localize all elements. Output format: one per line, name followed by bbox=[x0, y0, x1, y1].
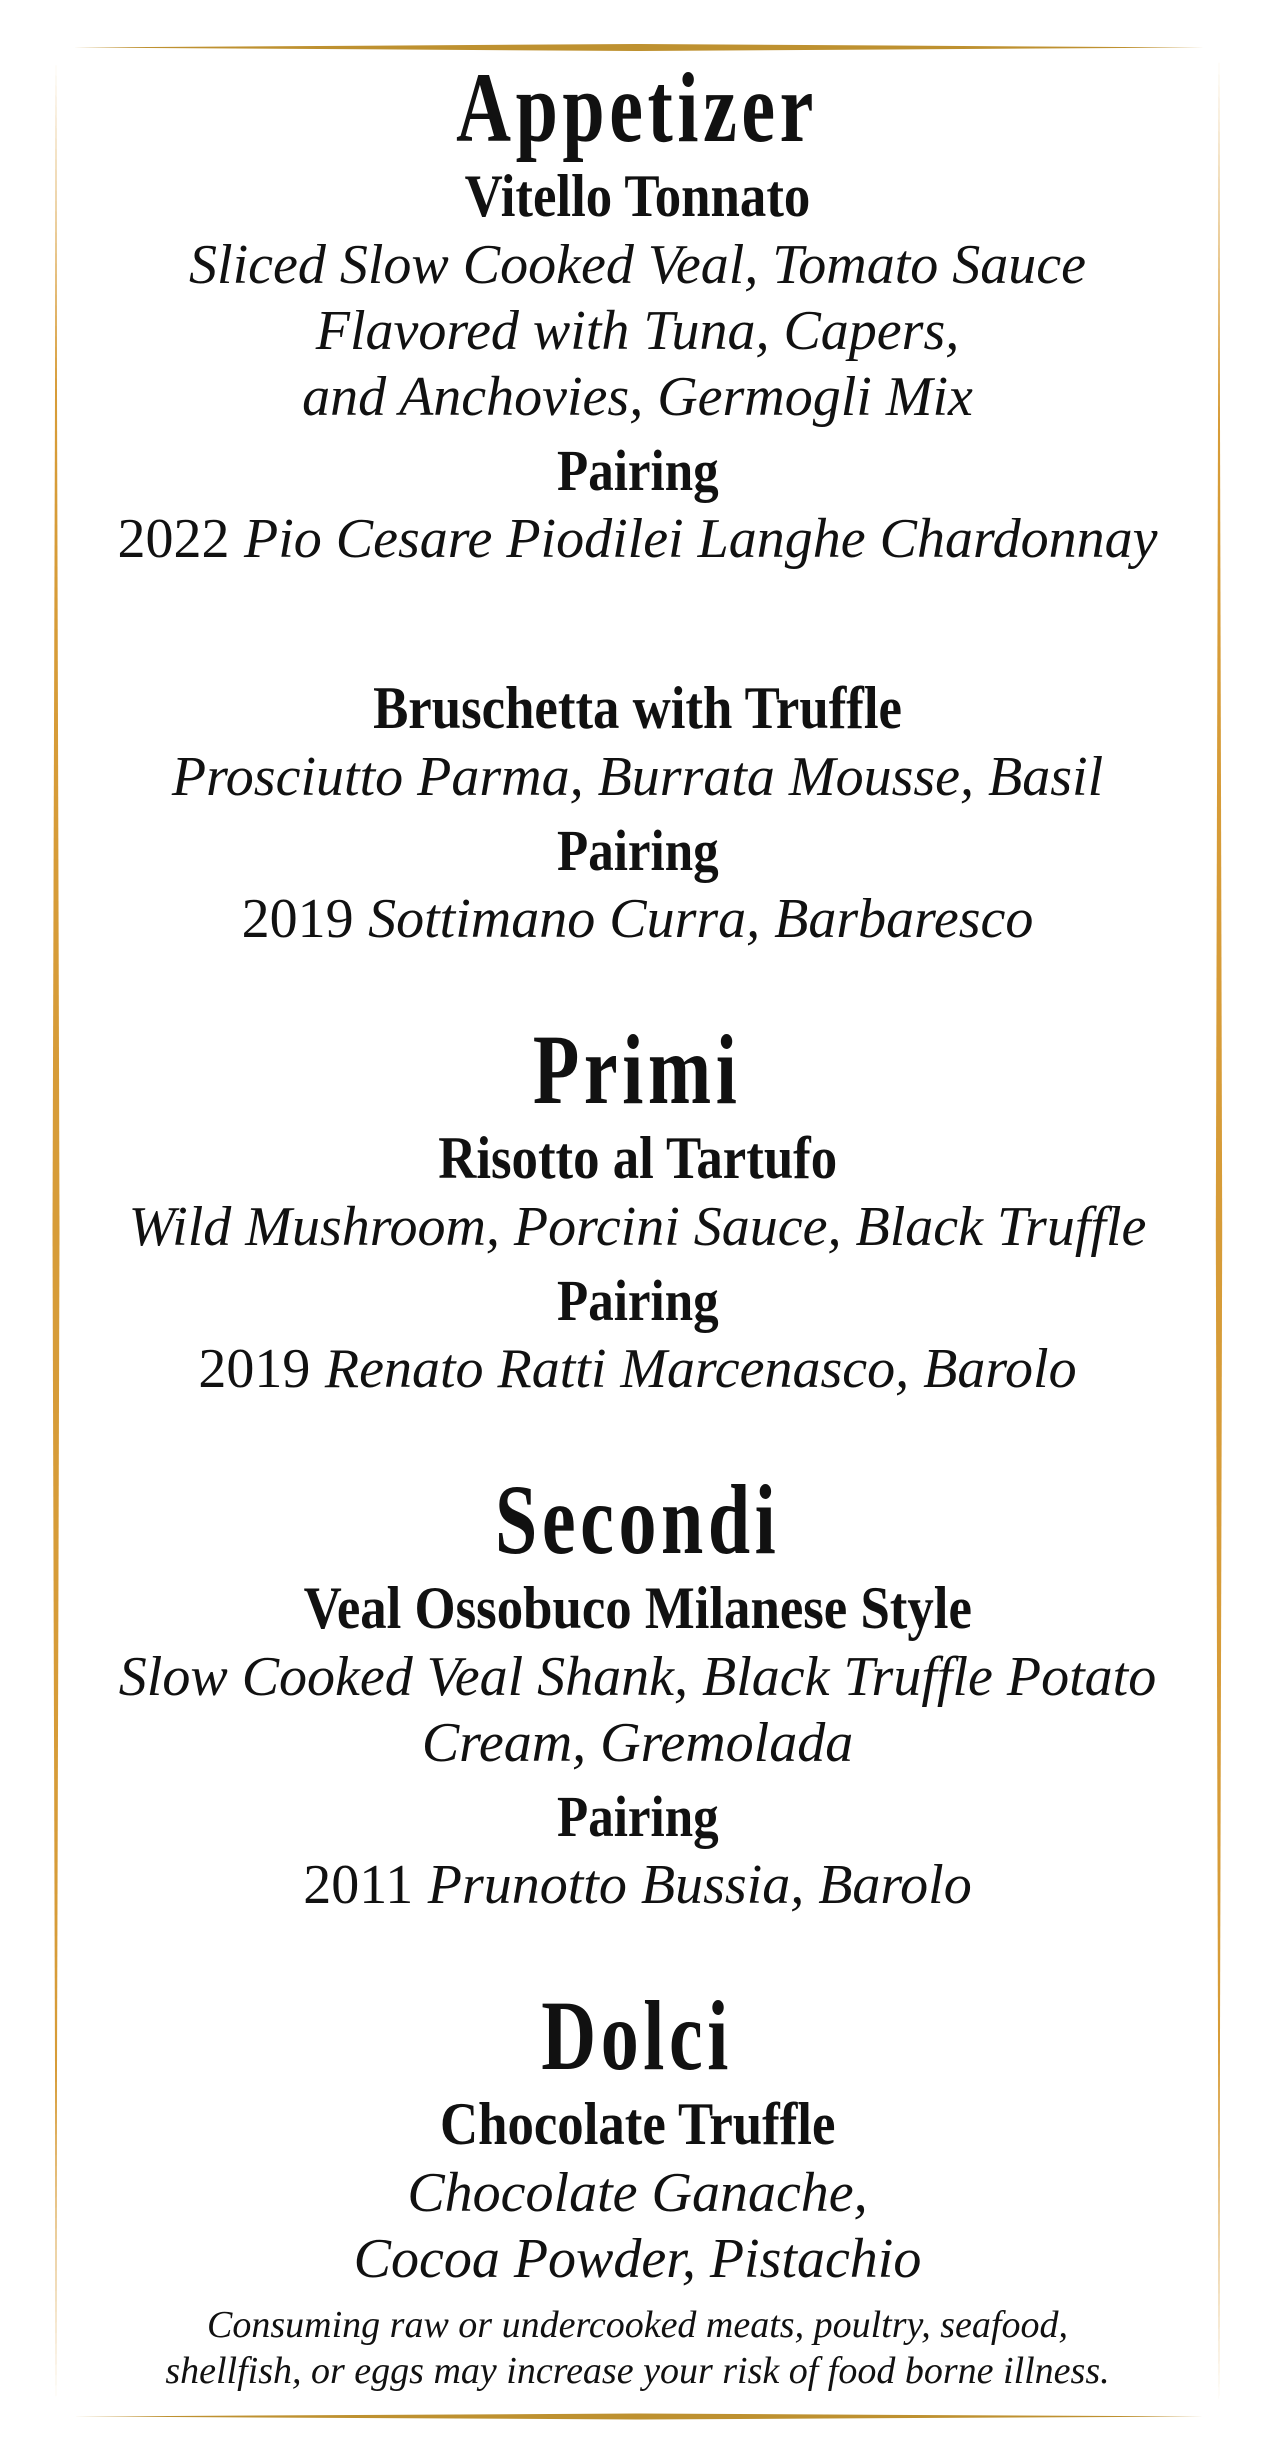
dish-description-line: Cream, Gremolada bbox=[421, 1712, 854, 1774]
disclaimer bbox=[0, 2302, 1275, 2394]
dish-name-text: Vitello Tonnato bbox=[464, 163, 811, 229]
course bbox=[0, 1572, 1275, 1918]
course bbox=[0, 160, 1275, 572]
dish-description-line: Flavored with Tuna, Capers, bbox=[315, 300, 960, 362]
dish-name-text: Chocolate Truffle bbox=[439, 2091, 836, 2157]
dish-name bbox=[0, 1122, 1275, 1194]
wine-vintage-year: 2019 bbox=[198, 1338, 311, 1400]
section-title bbox=[0, 52, 1275, 163]
dish-description-line: and Anchovies, Germogli Mix bbox=[302, 366, 973, 428]
wine-pairing-line bbox=[0, 506, 1275, 572]
dish-name-text: Veal Ossobuco Milanese Style bbox=[303, 1575, 972, 1641]
section-title-text: Dolci bbox=[541, 1980, 734, 2091]
section-title-text: Secondi bbox=[494, 1464, 781, 1575]
menu-section bbox=[0, 52, 1275, 952]
dish-description-line: Slow Cooked Veal Shank, Black Truffle Potato bbox=[118, 1646, 1157, 1708]
wine-name: Renato Ratti Marcenasco, Barolo bbox=[324, 1338, 1077, 1400]
wine-vintage-year: 2011 bbox=[303, 1854, 414, 1916]
disclaimer-line: Consuming raw or undercooked meats, poultry, seafood, bbox=[207, 2304, 1068, 2346]
dish-name-text: Bruschetta with Truffle bbox=[373, 675, 902, 741]
dish-name bbox=[0, 2088, 1275, 2160]
section-title-text: Appetizer bbox=[456, 52, 819, 163]
dish-description-line: Cocoa Powder, Pistachio bbox=[353, 2228, 922, 2290]
course bbox=[0, 2088, 1275, 2292]
dish-name bbox=[0, 672, 1275, 744]
pairing-label bbox=[0, 816, 1275, 886]
section-title-text: Primi bbox=[533, 1014, 742, 1125]
section-title bbox=[0, 1014, 1275, 1125]
frame-bottom-line bbox=[73, 2414, 1204, 2420]
disclaimer-line: shellfish, or eggs may increase your risk of food borne illness. bbox=[165, 2350, 1110, 2392]
menu-section bbox=[0, 1464, 1275, 1918]
dish-description-line: Sliced Slow Cooked Veal, Tomato Sauce bbox=[189, 234, 1086, 296]
wine-vintage-year: 2019 bbox=[241, 888, 354, 950]
dish-description-line: Wild Mushroom, Porcini Sauce, Black Truffle bbox=[128, 1196, 1147, 1258]
pairing-label-text: Pairing bbox=[556, 1268, 719, 1333]
pairing-label bbox=[0, 1782, 1275, 1852]
course bbox=[0, 1122, 1275, 1402]
menu-section bbox=[0, 1014, 1275, 1402]
wine-pairing-line bbox=[0, 1852, 1275, 1918]
dish-description-line: Prosciutto Parma, Burrata Mousse, Basil bbox=[171, 746, 1104, 808]
pairing-label bbox=[0, 1266, 1275, 1336]
pairing-label-text: Pairing bbox=[556, 1784, 719, 1849]
dish-name-text: Risotto al Tartufo bbox=[438, 1125, 837, 1191]
menu-sections bbox=[0, 52, 1275, 2292]
pairing-label-text: Pairing bbox=[556, 818, 719, 883]
dish-name bbox=[0, 1572, 1275, 1644]
wine-vintage-year: 2022 bbox=[117, 508, 230, 570]
wine-name: Sottimano Curra, Barbaresco bbox=[368, 888, 1034, 950]
course bbox=[0, 672, 1275, 952]
pairing-label bbox=[0, 436, 1275, 506]
pairing-label-text: Pairing bbox=[556, 438, 719, 503]
dish-description-line: Chocolate Ganache, bbox=[407, 2162, 868, 2224]
dish-name bbox=[0, 160, 1275, 232]
wine-name: Pio Cesare Piodilei Langhe Chardonnay bbox=[243, 508, 1158, 570]
wine-pairing-line bbox=[0, 886, 1275, 952]
wine-pairing-line bbox=[0, 1336, 1275, 1402]
section-title bbox=[0, 1980, 1275, 2091]
section-title bbox=[0, 1464, 1275, 1575]
menu-section bbox=[0, 1980, 1275, 2292]
wine-name: Prunotto Bussia, Barolo bbox=[427, 1854, 972, 1916]
